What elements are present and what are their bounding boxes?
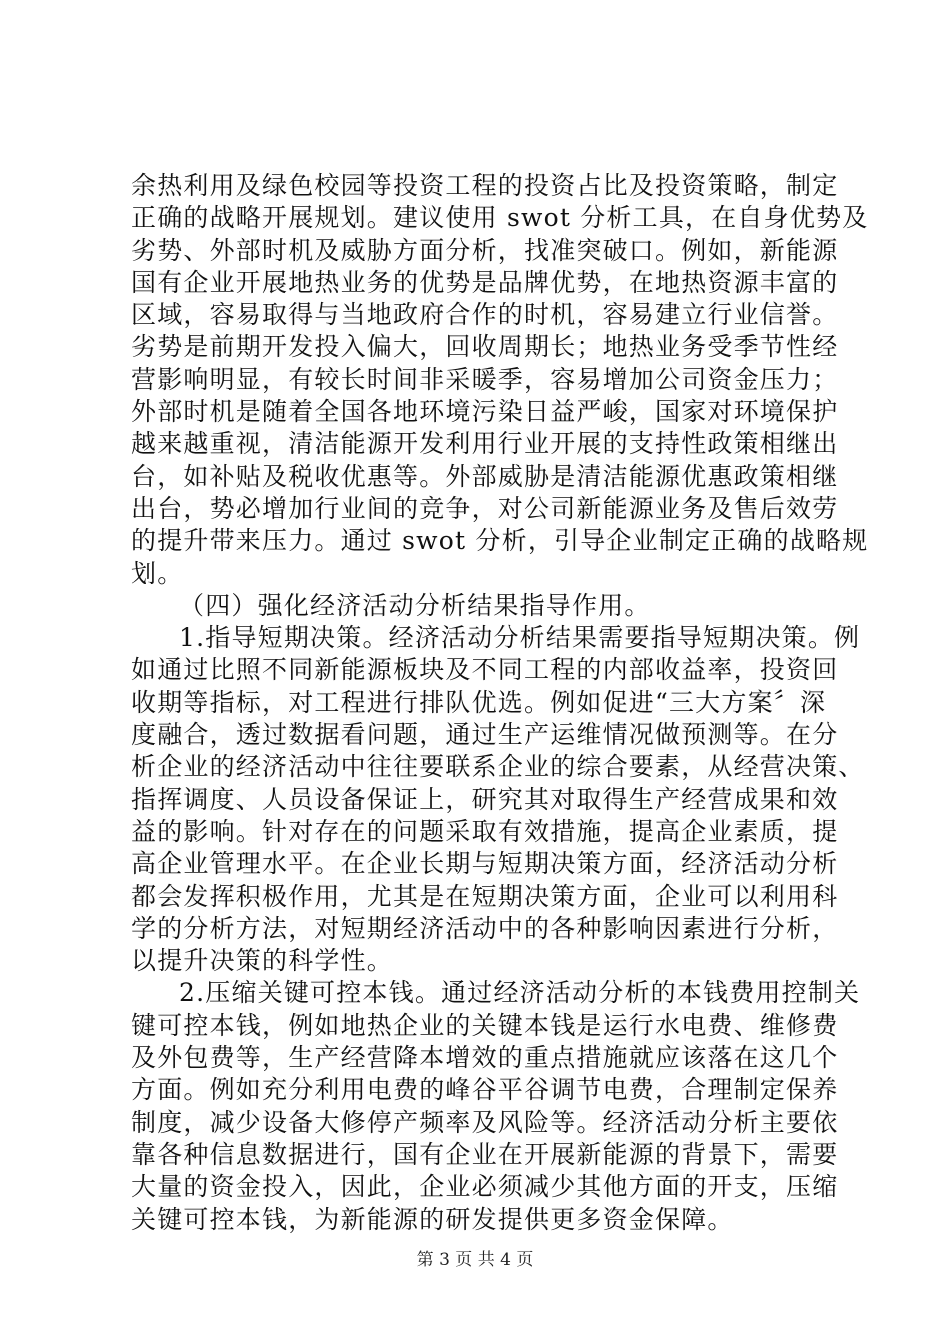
text-line: 度融合，透过数据看问题，通过生产运维情况做预测等。在分: [131, 720, 839, 750]
text-line: 划。: [131, 558, 184, 588]
text-line: 外部时机是随着全国各地环境污染日益严峻，国家对环境保护: [131, 397, 839, 427]
text-line: 劣势、外部时机及威胁方面分析，找准突破口。例如，新能源: [131, 235, 839, 265]
text-line: 都会发挥积极作用，尤其是在短期决策方面，企业可以利用科: [131, 881, 839, 911]
text-line: 国有企业开展地热业务的优势是品牌优势，在地热资源丰富的: [131, 267, 839, 297]
text-line: 出台，势必增加行业间的竞争，对公司新能源业务及售后效劳: [131, 493, 839, 523]
text-line: 益的影响。针对存在的问题采取有效措施，提高企业素质，提: [131, 816, 839, 846]
text-line: 高企业管理水平。在企业长期与短期决策方面，经济活动分析: [131, 849, 839, 879]
text-line: 2.压缩关键可控本钱。通过经济活动分析的本钱费用控制关: [179, 978, 861, 1008]
text-line: 指挥调度、人员设备保证上，研究其对取得生产经营成果和效: [131, 784, 839, 814]
text-line: 析企业的经济活动中往往要联系企业的综合要素，从经营决策、: [131, 752, 865, 782]
text-line: 区域，容易取得与当地政府合作的时机，容易建立行业信誉。: [131, 300, 839, 330]
text-line: 制度，减少设备大修停产频率及风险等。经济活动分析主要依: [131, 1107, 839, 1137]
page-number: 第 3 页 共 4 页: [416, 1250, 534, 1270]
text-line: 正确的战略开展规划。建议使用 swot 分析工具，在自身优势及: [131, 203, 869, 233]
text-line: 及外包费等，生产经营降本增效的重点措施就应该落在这几个: [131, 1043, 839, 1073]
text-line: 方面。例如充分利用电费的峰谷平谷调节电费，合理制定保养: [131, 1075, 839, 1105]
text-line: 关键可控本钱，为新能源的研发提供更多资金保障。: [131, 1204, 734, 1234]
text-line: 学的分析方法，对短期经济活动中的各种影响因素进行分析，: [131, 913, 839, 943]
text-line: 收期等指标，对工程进行排队优选。例如促进“三大方案〞深: [131, 687, 827, 717]
text-line: 余热利用及绿色校园等投资工程的投资占比及投资策略，制定: [131, 171, 839, 200]
paragraph-cost-control: [131, 977, 861, 1235]
section-heading: [131, 590, 831, 622]
text-line: 台，如补贴及税收优惠等。外部威胁是清洁能源优惠政策相继: [131, 461, 839, 491]
text-line: 以提升决策的科学性。: [131, 946, 394, 976]
page-footer: [0, 1245, 950, 1270]
text-line: 靠各种信息数据进行，国有企业在开展新能源的背景下，需要: [131, 1139, 839, 1169]
text-line: 越来越重视，清洁能源开发利用行业开展的支持性政策相继出: [131, 429, 839, 459]
document-body: [131, 170, 869, 1236]
text-line: 的提升带来压力。通过 swot 分析，引导企业制定正确的战略规: [131, 526, 869, 556]
text-line: 大量的资金投入，因此，企业必须减少其他方面的开支，压缩: [131, 1172, 839, 1202]
text-line: 键可控本钱，例如地热企业的关键本钱是运行水电费、维修费: [131, 1010, 839, 1040]
paragraph-swot-analysis: [131, 170, 869, 590]
section-heading-text: （四）强化经济活动分析结果指导作用。: [179, 590, 651, 620]
text-line: 1.指导短期决策。经济活动分析结果需要指导短期决策。例: [179, 623, 861, 653]
text-line: 如通过比照不同新能源板块及不同工程的内部收益率，投资回: [131, 655, 839, 685]
text-line: 劣势是前期开发投入偏大，回收周期长；地热业务受季节性经: [131, 332, 839, 362]
text-line: 营影响明显，有较长时间非采暖季，容易增加公司资金压力；: [131, 364, 839, 394]
paragraph-short-term-decisions: [131, 622, 865, 977]
